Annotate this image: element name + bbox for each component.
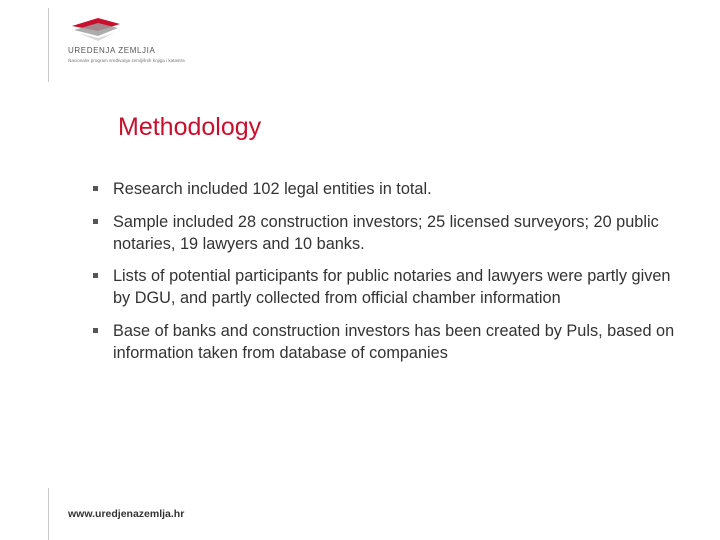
bullet-item: [92, 178, 692, 200]
logo-tagline: Nacionalni program sređivanja zemljišnih knjiga i katastra: [68, 58, 185, 63]
bullet-item: [92, 211, 692, 255]
slide-title: Methodology: [118, 113, 262, 141]
bullet-text: Sample included 28 construction investors; 25 licensed surveyors; 20 public notaries, 19 lawyers and 10 banks.: [113, 212, 659, 253]
bullet-text: Lists of potential participants for public notaries and lawyers were partly given by DGU, and partly collected from official chamber information: [113, 267, 671, 307]
logo-mark-icon: [68, 14, 128, 44]
bottom-divider-line: [48, 488, 49, 540]
square-bullet-icon: [93, 328, 98, 333]
logo-title: UREDENJA ZEMLJIA: [68, 46, 156, 55]
footer-website-url[interactable]: www.uredjenazemlja.hr: [68, 508, 185, 520]
bullet-item: [92, 265, 692, 309]
square-bullet-icon: [93, 186, 98, 191]
bullet-list: [92, 178, 692, 374]
bullet-text: Research included 102 legal entities in total.: [113, 180, 432, 198]
logo: [68, 14, 228, 66]
bullet-text: Base of banks and construction investors has been created by Puls, based on information taken from database of companies: [113, 321, 675, 362]
square-bullet-icon: [93, 219, 98, 224]
bullet-item: [92, 320, 692, 364]
square-bullet-icon: [93, 273, 98, 278]
top-divider-line: [48, 8, 49, 82]
